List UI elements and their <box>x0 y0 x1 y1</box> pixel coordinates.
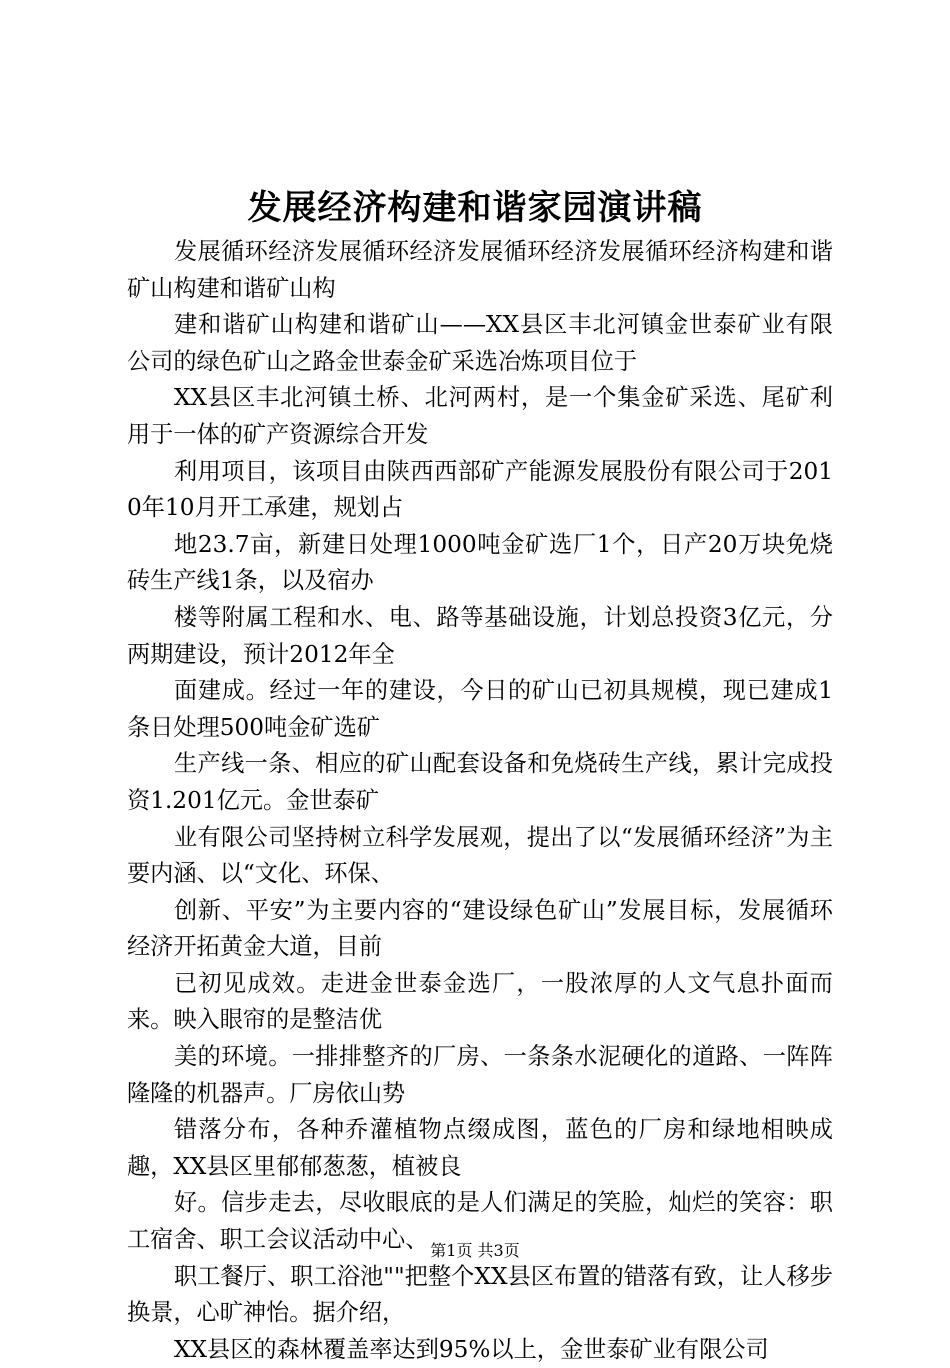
paragraph: 建和谐矿山构建和谐矿山——XX县区丰北河镇金世泰矿业有限公司的绿色矿山之路金世泰金矿采选冶炼项目位于 <box>127 311 833 375</box>
page-footer: 第1页 共3页 <box>430 1241 520 1260</box>
paragraph: 面建成。经过一年的建设，今日的矿山已初具规模，现已建成1条日处理500吨金矿选矿 <box>127 677 833 741</box>
paragraph: 好。信步走去，尽收眼底的是人们满足的笑脸，灿烂的笑容：职工宿舍、职工会议活动中心、 <box>127 1189 833 1254</box>
paragraph: XX县区的森林覆盖率达到95%以上，金世泰矿业有限公司 <box>174 1335 769 1363</box>
paragraph: 利用项目，该项目由陕西西部矿产能源发展股份有限公司于2010年10月开工承建，规划占 <box>127 457 833 522</box>
paragraph: 错落分布，各种乔灌植物点缀成图，蓝色的厂房和绿地相映成趣，XX县区里郁郁葱葱，植被良 <box>127 1116 833 1180</box>
paragraph: 已初见成效。走进金世泰金选厂，一股浓厚的人文气息扑面而来。映入眼帘的是整洁优 <box>127 969 833 1034</box>
paragraph: 地23.7亩，新建日处理1000吨金矿选厂1个，日产20万块免烧砖生产线1条，以及宿办 <box>127 530 833 595</box>
paragraph: 美的环境。一排排整齐的厂房、一条条水泥硬化的道路、一阵阵隆隆的机器声。厂房依山势 <box>127 1043 833 1107</box>
paragraph: XX县区丰北河镇土桥、北河两村，是一个集金矿采选、尾矿利用于一体的矿产资源综合开发 <box>127 384 833 448</box>
document-body <box>127 234 833 1368</box>
paragraph: 创新、平安”为主要内容的“建设绿色矿山”发展目标，发展循环经济开拓黄金大道，目前 <box>127 896 833 961</box>
paragraph: 生产线一条、相应的矿山配套设备和免烧砖生产线，累计完成投资1.201亿元。金世泰矿 <box>127 750 833 814</box>
paragraph: 职工餐厅、职工浴池""把整个XX县区布置的错落有致，让人移步换景，心旷神怡。据介绍， <box>127 1262 833 1327</box>
paragraph: 业有限公司坚持树立科学发展观，提出了以“发展循环经济”为主要内涵、以“文化、环保、 <box>127 823 833 888</box>
paragraph: 楼等附属工程和水、电、路等基础设施，计划总投资3亿元，分两期建设，预计2012年全 <box>127 603 833 668</box>
paragraph: 发展循环经济发展循环经济发展循环经济发展循环经济构建和谐矿山构建和谐矿山构 <box>127 238 833 302</box>
document-title: 发展经济构建和谐家园演讲稿 <box>247 188 703 228</box>
